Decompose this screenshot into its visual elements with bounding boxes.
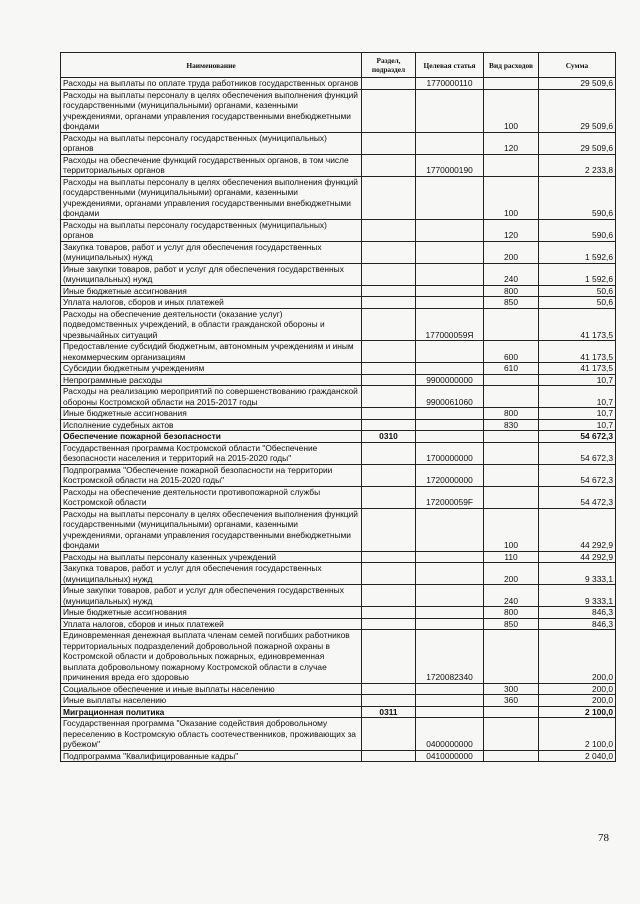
cell-sum: 200,0 (539, 630, 616, 684)
cell-sum: 50,6 (539, 285, 616, 297)
cell-kind: 830 (484, 419, 539, 431)
cell-name: Подпрограмма "Обеспечение пожарной безопасности на территории Костромской области на 2015-2020 годы" (61, 464, 362, 486)
cell-name: Расходы на выплаты персоналу государственных (муниципальных) органов (61, 132, 362, 154)
cell-sum: 54 472,3 (539, 486, 616, 508)
cell-kind: 610 (484, 363, 539, 375)
table-row (61, 683, 616, 695)
cell-name: Иные закупки товаров, работ и услуг для обеспечения государственных (муниципальных) нужд (61, 585, 362, 607)
table-row (61, 431, 616, 443)
cell-section (362, 563, 416, 585)
cell-kind (484, 464, 539, 486)
cell-section (362, 219, 416, 241)
cell-sum: 9 333,1 (539, 563, 616, 585)
cell-name: Уплата налогов, сборов и иных платежей (61, 297, 362, 309)
cell-kind (484, 706, 539, 718)
cell-section (362, 464, 416, 486)
header-name: Наименование (61, 53, 362, 78)
cell-kind (484, 442, 539, 464)
cell-sum: 29 509,6 (539, 78, 616, 90)
cell-sum: 10,7 (539, 386, 616, 408)
table-row (61, 718, 616, 751)
cell-name: Исполнение судебных актов (61, 419, 362, 431)
cell-kind: 100 (484, 89, 539, 132)
cell-target (416, 219, 484, 241)
cell-section (362, 750, 416, 762)
cell-target (416, 607, 484, 619)
cell-name: Расходы на выплаты персоналу в целях обеспечения выполнения функций государственными (муниципальными) органами, казенными учреждениями, органами управления государственными внебюджетными фондами (61, 176, 362, 219)
cell-section (362, 618, 416, 630)
cell-name: Расходы на выплаты персоналу казенных учреждений (61, 551, 362, 563)
cell-section (362, 683, 416, 695)
cell-name: Предоставление субсидий бюджетным, автономным учреждениям и иным некоммерческим организациям (61, 341, 362, 363)
cell-section (362, 89, 416, 132)
table-row (61, 695, 616, 707)
cell-section (362, 241, 416, 263)
cell-sum: 846,3 (539, 618, 616, 630)
cell-target (416, 176, 484, 219)
cell-name: Расходы на обеспечение деятельности (оказание услуг) подведомственных учреждений, в области гражданской обороны и чрезвычайных ситуаций (61, 308, 362, 341)
cell-target (416, 508, 484, 551)
cell-section (362, 442, 416, 464)
cell-target (416, 563, 484, 585)
cell-name: Закупка товаров, работ и услуг для обеспечения государственных (муниципальных) нужд (61, 241, 362, 263)
cell-sum: 10,7 (539, 419, 616, 431)
cell-name: Миграционная политика (61, 706, 362, 718)
cell-target (416, 419, 484, 431)
table-row (61, 386, 616, 408)
cell-section (362, 363, 416, 375)
cell-sum: 54 672,3 (539, 464, 616, 486)
cell-section (362, 607, 416, 619)
cell-section (362, 285, 416, 297)
table-row (61, 585, 616, 607)
cell-sum: 50,6 (539, 297, 616, 309)
cell-target: 9900061060 (416, 386, 484, 408)
cell-name: Субсидии бюджетным учреждениям (61, 363, 362, 375)
table-row (61, 219, 616, 241)
cell-name: Иные бюджетные ассигнования (61, 285, 362, 297)
table-row (61, 508, 616, 551)
cell-kind (484, 486, 539, 508)
cell-target: 1770000190 (416, 154, 484, 176)
table-row (61, 78, 616, 90)
cell-name: Расходы на выплаты персоналу государственных (муниципальных) органов (61, 219, 362, 241)
cell-name: Единовременная денежная выплата членам семей погибших работников территориальных подразделений добровольной пожарной охраны в Костромской области и добровольных пожарных, единовременная выплата добровольному пожарному Костромской области в случае причинения вреда его здоровью (61, 630, 362, 684)
cell-section (362, 78, 416, 90)
cell-target (416, 263, 484, 285)
cell-name: Иные бюджетные ассигнования (61, 607, 362, 619)
table-row (61, 464, 616, 486)
table-row (61, 551, 616, 563)
cell-sum: 54 672,3 (539, 431, 616, 443)
cell-sum: 2 040,0 (539, 750, 616, 762)
cell-section (362, 630, 416, 684)
cell-section (362, 386, 416, 408)
cell-section (362, 718, 416, 751)
cell-section (362, 308, 416, 341)
cell-kind: 200 (484, 241, 539, 263)
cell-kind: 800 (484, 607, 539, 619)
cell-kind (484, 154, 539, 176)
cell-target (416, 551, 484, 563)
cell-target (416, 297, 484, 309)
cell-kind (484, 750, 539, 762)
cell-section (362, 695, 416, 707)
cell-name: Иные закупки товаров, работ и услуг для обеспечения государственных (муниципальных) нужд (61, 263, 362, 285)
cell-name: Расходы на выплаты по оплате труда работников государственных органов (61, 78, 362, 90)
cell-kind: 100 (484, 508, 539, 551)
header-row (61, 53, 616, 78)
cell-section (362, 341, 416, 363)
cell-kind: 800 (484, 408, 539, 420)
table-row (61, 176, 616, 219)
cell-target (416, 706, 484, 718)
cell-section (362, 419, 416, 431)
cell-kind (484, 630, 539, 684)
cell-kind (484, 308, 539, 341)
cell-target: 1770000110 (416, 78, 484, 90)
table-row (61, 442, 616, 464)
cell-target (416, 341, 484, 363)
header-kind: Вид расходов (484, 53, 539, 78)
cell-section: 0311 (362, 706, 416, 718)
cell-sum: 29 509,6 (539, 132, 616, 154)
table-row (61, 374, 616, 386)
cell-kind: 850 (484, 297, 539, 309)
cell-target (416, 241, 484, 263)
cell-kind: 300 (484, 683, 539, 695)
cell-sum: 846,3 (539, 607, 616, 619)
cell-target (416, 431, 484, 443)
cell-section (362, 297, 416, 309)
cell-target (416, 585, 484, 607)
cell-name: Обеспечение пожарной безопасности (61, 431, 362, 443)
table-row (61, 341, 616, 363)
cell-sum: 44 292,9 (539, 551, 616, 563)
table-row (61, 563, 616, 585)
cell-name: Расходы на обеспечение деятельности противопожарной службы Костромской области (61, 486, 362, 508)
cell-target (416, 285, 484, 297)
table-row (61, 408, 616, 420)
cell-sum: 590,6 (539, 219, 616, 241)
cell-kind: 200 (484, 563, 539, 585)
cell-name: Закупка товаров, работ и услуг для обеспечения государственных (муниципальных) нужд (61, 563, 362, 585)
cell-kind: 360 (484, 695, 539, 707)
cell-section (362, 132, 416, 154)
cell-sum: 2 233,8 (539, 154, 616, 176)
cell-section (362, 263, 416, 285)
cell-target: 0410000000 (416, 750, 484, 762)
cell-section: 0310 (362, 431, 416, 443)
cell-sum: 2 100,0 (539, 718, 616, 751)
cell-target (416, 132, 484, 154)
cell-target (416, 408, 484, 420)
cell-name: Непрограммные расходы (61, 374, 362, 386)
cell-target (416, 695, 484, 707)
cell-sum: 200,0 (539, 695, 616, 707)
table-row (61, 750, 616, 762)
cell-sum: 29 509,6 (539, 89, 616, 132)
cell-name: Расходы на реализацию мероприятий по совершенствованию гражданской обороны Костромской области на 2015-2017 годы (61, 386, 362, 408)
cell-sum: 2 100,0 (539, 706, 616, 718)
table-row (61, 154, 616, 176)
cell-kind (484, 78, 539, 90)
table-row (61, 89, 616, 132)
header-target: Целевая статья (416, 53, 484, 78)
cell-section (362, 585, 416, 607)
cell-kind: 800 (484, 285, 539, 297)
table-row (61, 263, 616, 285)
cell-kind: 120 (484, 219, 539, 241)
cell-target: 9900000000 (416, 374, 484, 386)
cell-name: Расходы на выплаты персоналу в целях обеспечения выполнения функций государственными (муниципальными) органами, казенными учреждениями, органами управления государственными внебюджетными фондами (61, 508, 362, 551)
cell-target: 1700000000 (416, 442, 484, 464)
cell-kind (484, 431, 539, 443)
cell-name: Социальное обеспечение и иные выплаты населению (61, 683, 362, 695)
cell-name: Уплата налогов, сборов и иных платежей (61, 618, 362, 630)
table-row (61, 419, 616, 431)
table-row (61, 132, 616, 154)
cell-section (362, 154, 416, 176)
cell-section (362, 486, 416, 508)
cell-sum: 1 592,6 (539, 241, 616, 263)
cell-kind (484, 374, 539, 386)
table-row (61, 630, 616, 684)
cell-name: Государственная программа Костромской области "Обеспечение безопасности населения и территорий на 2015-2020 годы" (61, 442, 362, 464)
table-row (61, 308, 616, 341)
table-row (61, 607, 616, 619)
cell-kind (484, 386, 539, 408)
table-body (61, 78, 616, 762)
table-row (61, 706, 616, 718)
cell-name: Иные бюджетные ассигнования (61, 408, 362, 420)
page-number: 78 (598, 832, 609, 844)
cell-kind: 600 (484, 341, 539, 363)
cell-sum: 10,7 (539, 408, 616, 420)
table-header (61, 53, 616, 78)
header-sum: Сумма (539, 53, 616, 78)
cell-target: 177000059Я (416, 308, 484, 341)
cell-target: 0400000000 (416, 718, 484, 751)
cell-sum: 10,7 (539, 374, 616, 386)
cell-target: 1720000000 (416, 464, 484, 486)
table-row (61, 618, 616, 630)
cell-section (362, 374, 416, 386)
cell-sum: 41 173,5 (539, 308, 616, 341)
cell-section (362, 551, 416, 563)
cell-kind: 850 (484, 618, 539, 630)
table-row (61, 363, 616, 375)
cell-target (416, 618, 484, 630)
cell-name: Расходы на выплаты персоналу в целях обеспечения выполнения функций государственными (муниципальными) органами, казенными учреждениями, органами управления государственными внебюджетными фондами (61, 89, 362, 132)
cell-section (362, 508, 416, 551)
cell-kind: 110 (484, 551, 539, 563)
cell-sum: 41 173,5 (539, 363, 616, 375)
cell-kind: 240 (484, 585, 539, 607)
cell-name: Подпрограмма "Квалифицированные кадры" (61, 750, 362, 762)
header-section: Раздел, подраздел (362, 53, 416, 78)
cell-kind: 120 (484, 132, 539, 154)
cell-kind (484, 718, 539, 751)
cell-section (362, 408, 416, 420)
table-row (61, 285, 616, 297)
table-row (61, 297, 616, 309)
budget-table (60, 52, 616, 762)
cell-name: Иные выплаты населению (61, 695, 362, 707)
table-row (61, 486, 616, 508)
cell-sum: 200,0 (539, 683, 616, 695)
cell-section (362, 176, 416, 219)
cell-name: Государственная программа "Оказание содействия добровольному переселению в Костромскую область соотечественников, проживающих за рубежом" (61, 718, 362, 751)
cell-name: Расходы на обеспечение функций государственных органов, в том числе территориальных органов (61, 154, 362, 176)
cell-kind: 240 (484, 263, 539, 285)
cell-sum: 41 173,5 (539, 341, 616, 363)
cell-target (416, 89, 484, 132)
cell-target (416, 363, 484, 375)
table-row (61, 241, 616, 263)
cell-target (416, 683, 484, 695)
cell-target: 172000059F (416, 486, 484, 508)
cell-sum: 44 292,9 (539, 508, 616, 551)
cell-sum: 9 333,1 (539, 585, 616, 607)
cell-sum: 54 672,3 (539, 442, 616, 464)
cell-kind: 100 (484, 176, 539, 219)
cell-sum: 590,6 (539, 176, 616, 219)
cell-target: 1720082340 (416, 630, 484, 684)
cell-sum: 1 592,6 (539, 263, 616, 285)
